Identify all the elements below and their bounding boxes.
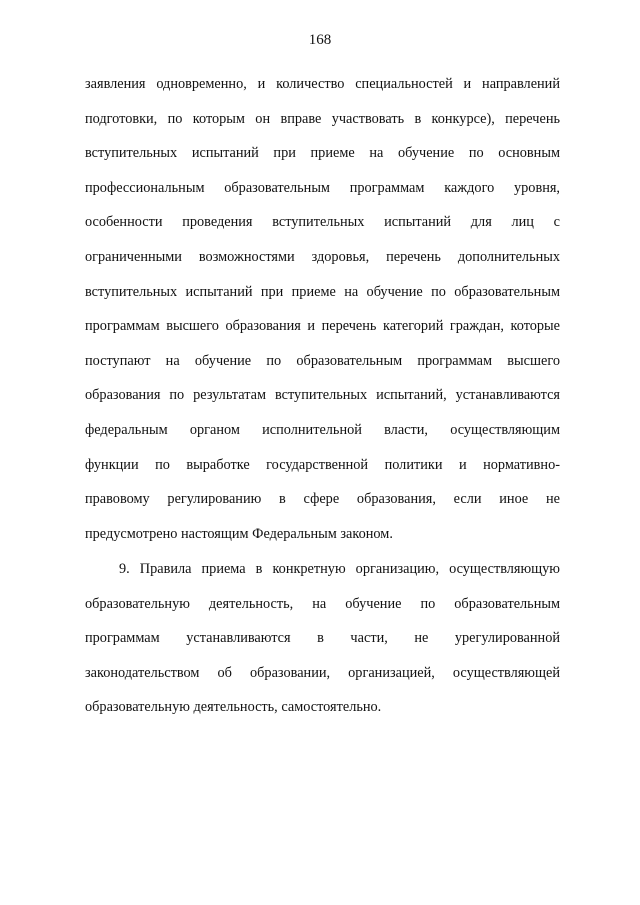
text-line: заявления одновременно, и количество специальностей и направлений	[85, 76, 560, 92]
text-line: образовательную деятельность, на обучение по образовательным	[85, 595, 560, 612]
text-line: законодательством об образовании, организацией, осуществляющей	[85, 664, 560, 681]
text-line: образования по результатам вступительных испытаний, устанавливаются	[85, 387, 560, 404]
text-line: федеральным органом исполнительной власти, осуществляющим	[85, 421, 560, 438]
text-line: вступительных испытаний при приеме на обучение по основным	[85, 145, 560, 162]
text-line: предусмотрено настоящим Федеральным законом.	[85, 525, 393, 542]
text-line: вступительных испытаний при приеме на обучение по образовательным	[85, 283, 560, 300]
paragraph-2	[85, 552, 560, 725]
text-line: профессиональным образовательным программам каждого уровня,	[85, 179, 560, 196]
text-line: 9. Правила приема в конкретную организацию, осуществляющую	[119, 561, 560, 577]
text-line: ограниченными возможностями здоровья, перечень дополнительных	[85, 248, 560, 265]
text-line: правовому регулированию в сфере образования, если иное не	[85, 491, 560, 508]
text-line: программам высшего образования и перечень категорий граждан, которые	[85, 318, 560, 335]
text-line: подготовки, по которым он вправе участвовать в конкурсе), перечень	[85, 110, 560, 127]
text-line: функции по выработке государственной политики и нормативно-	[85, 456, 560, 473]
text-line: поступают на обучение по образовательным программам высшего	[85, 352, 560, 369]
text-line: программам устанавливаются в части, не урегулированной	[85, 630, 560, 647]
text-line: образовательную деятельность, самостоятельно.	[85, 699, 382, 716]
page-number: 168	[308, 32, 332, 48]
text-line: особенности проведения вступительных испытаний для лиц с	[85, 214, 560, 231]
paragraph-1	[85, 67, 560, 551]
